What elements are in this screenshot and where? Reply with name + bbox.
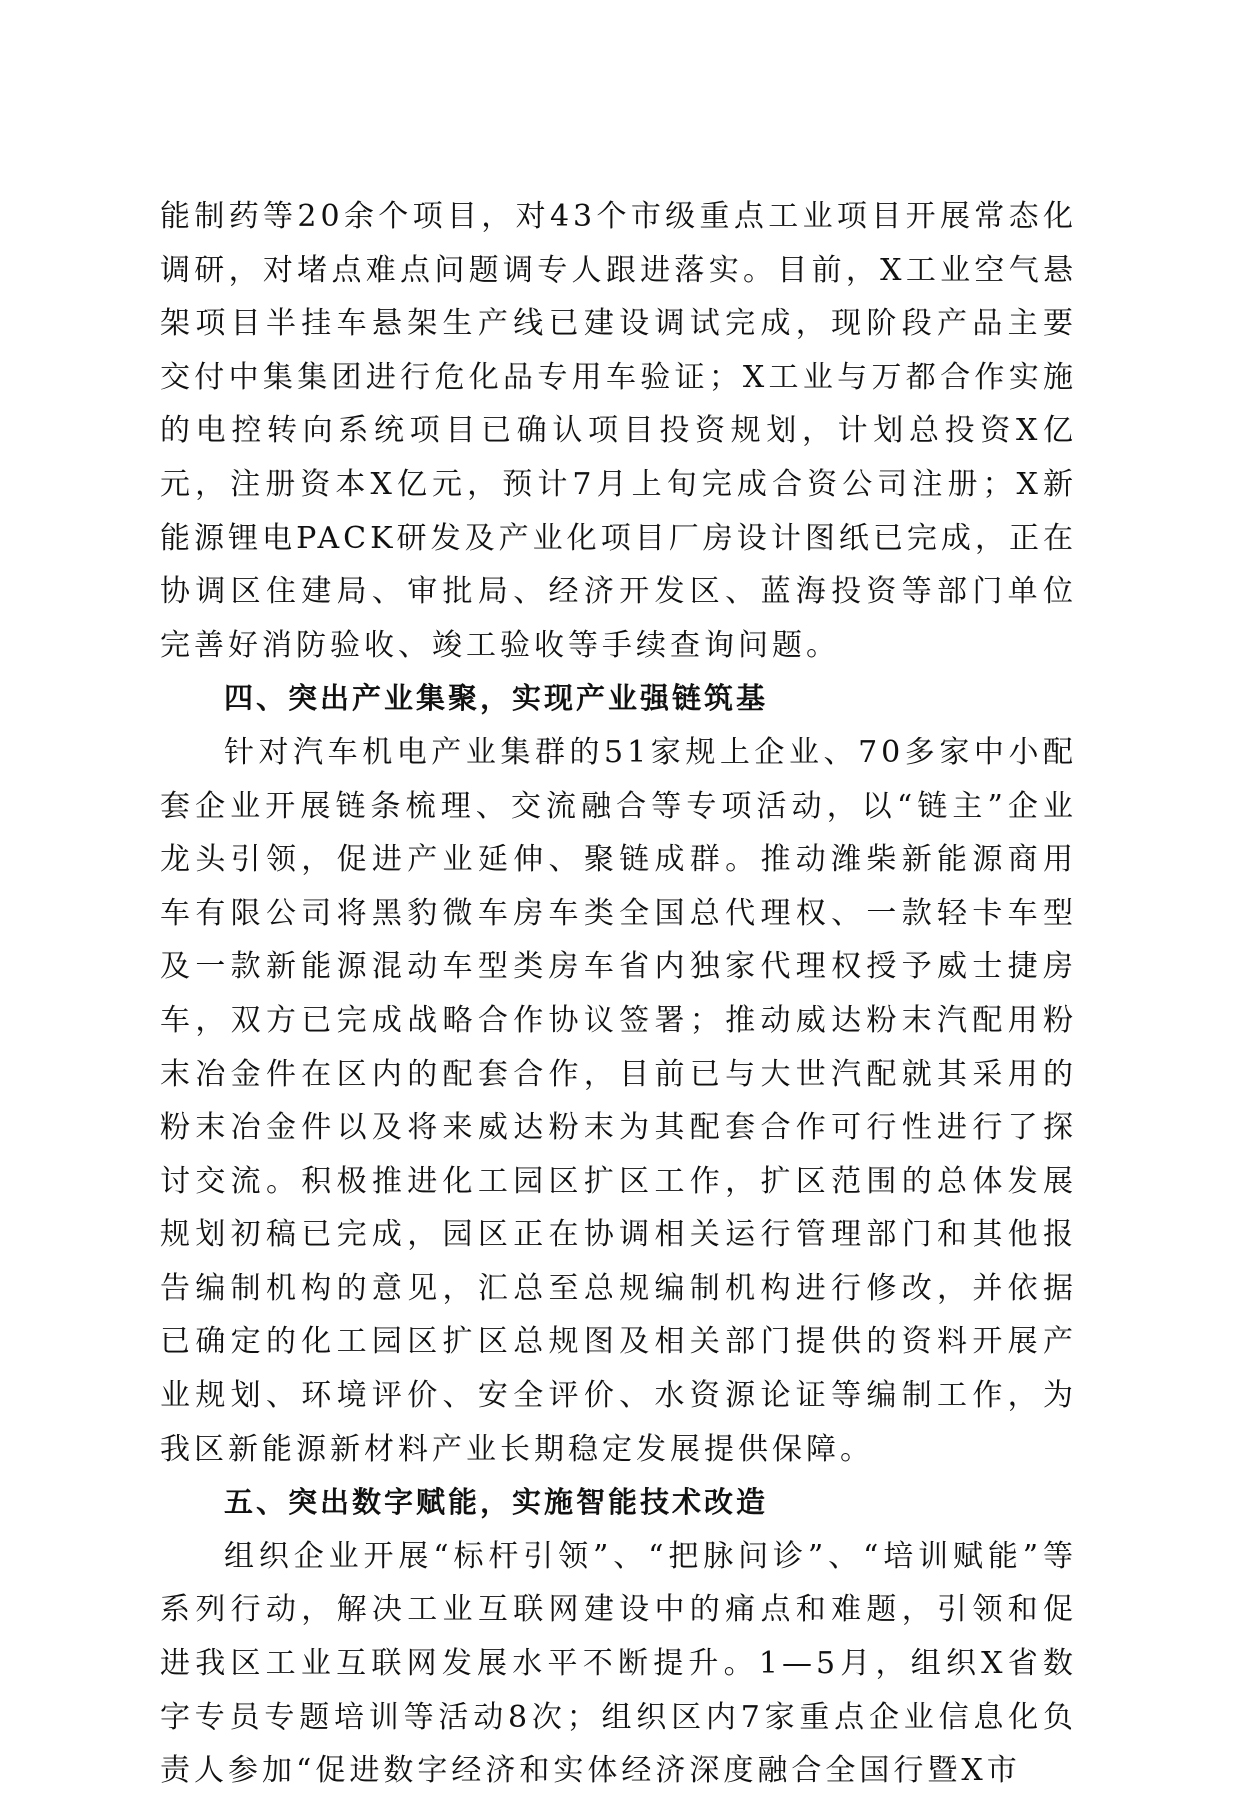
document-page [160,190,1077,1798]
section-4-body-paragraph: 针对汽车机电产业集群的51家规上企业、70多家中小配套企业开展链条梳理、交流融合等专项活动，以“链主”企业龙头引领，促进产业延伸、聚链成群。推动潍柴新能源商用车有限公司将黑豹微车房车类全国总代理权、一款轻卡车型及一款新能源混动车型类房车省内独家代理权授予威士捷房车，双方已完成战略合作协议签署；推动威达粉末汽配用粉末冶金件在区内的配套合作，目前已与大世汽配就其采用的粉末冶金件以及将来威达粉末为其配套合作可行性进行了探讨交流。积极推进化工园区扩区工作，扩区范围的总体发展规划初稿已完成，园区正在协调相关运行管理部门和其他报告编制机构的意见，汇总至总规编制机构进行修改，并依据已确定的化工园区扩区总规图及相关部门提供的资料开展产业规划、环境评价、安全评价、水资源论证等编制工作，为我区新能源新材料产业长期稳定发展提供保障。 [160,734,1077,1467]
section-5-body-paragraph: 组织企业开展“标杆引领”、“把脉问诊”、“培训赋能”等系列行动，解决工业互联网建设中的痛点和难题，引领和促进我区工业互联网发展水平不断提升。1—5月，组织X省数字专员专题培训等活动8次；组织区内7家重点企业信息化负责人参加“促进数字经济和实体经济深度融合全国行暨X市 [160,1538,1077,1789]
continued-paragraph: 能制药等20余个项目，对43个市级重点工业项目开展常态化调研，对堵点难点问题调专人跟进落实。目前，X工业空气悬架项目半挂车悬架生产线已建设调试完成，现阶段产品主要交付中集集团进行危化品专用车验证；X工业与万都合作实施的电控转向系统项目已确认项目投资规划，计划总投资X亿元，注册资本X亿元，预计7月上旬完成合资公司注册；X新能源锂电PACK研发及产业化项目厂房设计图纸已完成，正在协调区住建局、审批局、经济开发区、蓝海投资等部门单位完善好消防验收、竣工验收等手续查询问题。 [160,199,1077,663]
section-heading-5: 五、突出数字赋能，实施智能技术改造 [224,1485,769,1520]
section-heading-4: 四、突出产业集聚，实现产业强链筑基 [224,681,769,716]
